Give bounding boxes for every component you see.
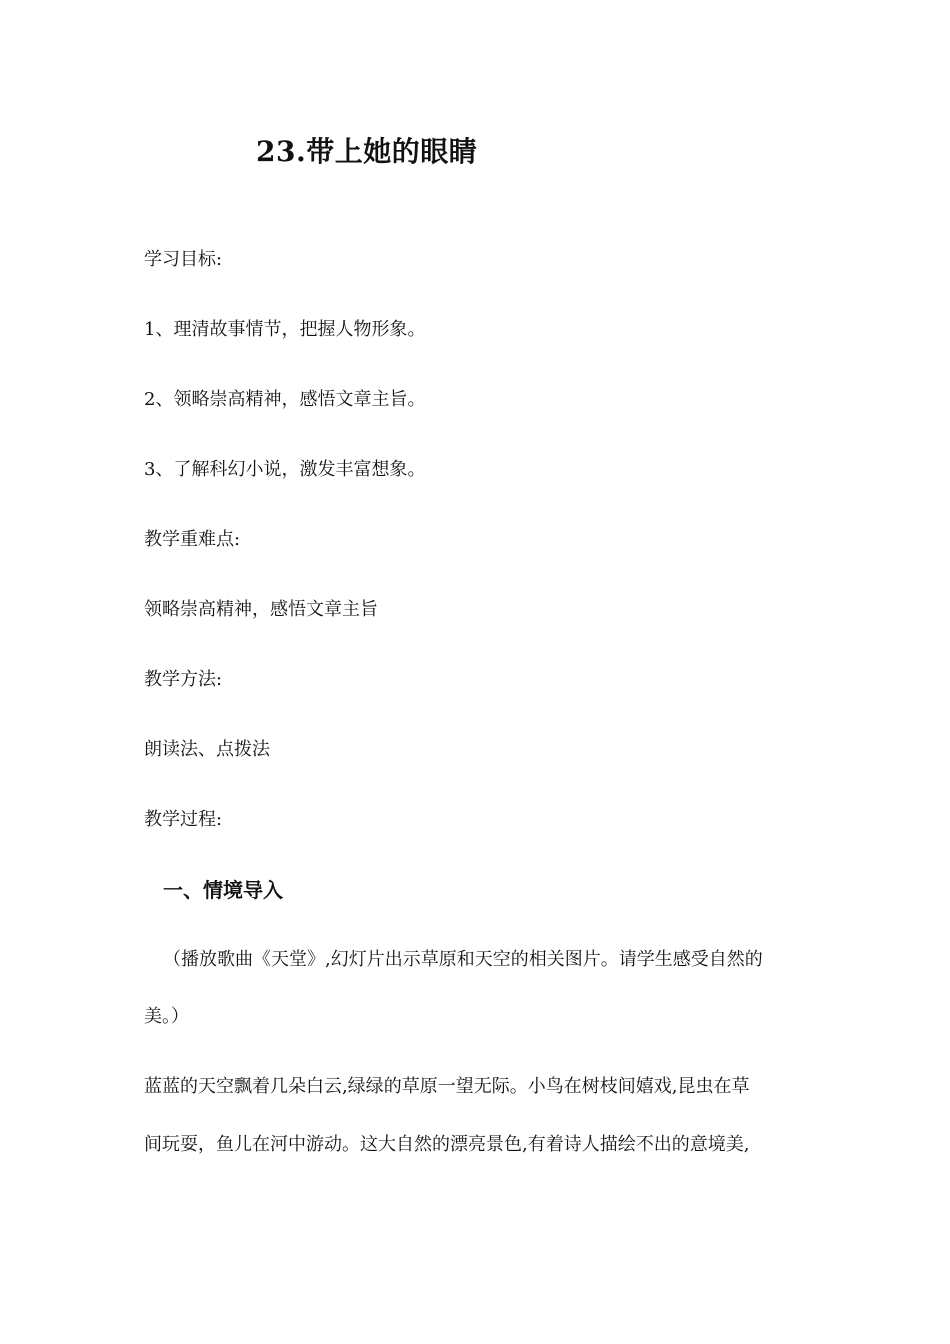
key-points-label: 教学重难点:: [144, 529, 241, 550]
paragraph-1-line-1: （播放歌曲《天堂》,幻灯片出示草原和天空的相关图片。请学生感受自然的: [163, 949, 763, 970]
objective-item-1: 1、理清故事情节，把握人物形象。: [144, 319, 426, 340]
process-label: 教学过程:: [144, 809, 223, 830]
paragraph-2-line-2: 间玩耍，鱼儿在河中游动。这大自然的漂亮景色,有着诗人描绘不出的意境美,: [144, 1134, 750, 1155]
objectives-label: 学习目标:: [144, 249, 223, 270]
objective-item-3: 3、了解科幻小说，激发丰富想象。: [144, 459, 426, 480]
paragraph-2-line-1: 蓝蓝的天空飘着几朵白云,绿绿的草原一望无际。小鸟在树枝间嬉戏,昆虫在草: [144, 1076, 750, 1097]
methods-text: 朗读法、点拨法: [144, 739, 270, 760]
objective-item-2: 2、领略崇高精神，感悟文章主旨。: [144, 389, 426, 410]
key-points-text: 领略崇高精神，感悟文章主旨: [144, 599, 378, 620]
section-heading: 一、情境导入: [163, 878, 283, 902]
paragraph-1-line-2: 美。）: [144, 1006, 189, 1027]
methods-label: 教学方法:: [144, 669, 223, 690]
document-title: 23.带上她的眼睛: [256, 135, 478, 168]
